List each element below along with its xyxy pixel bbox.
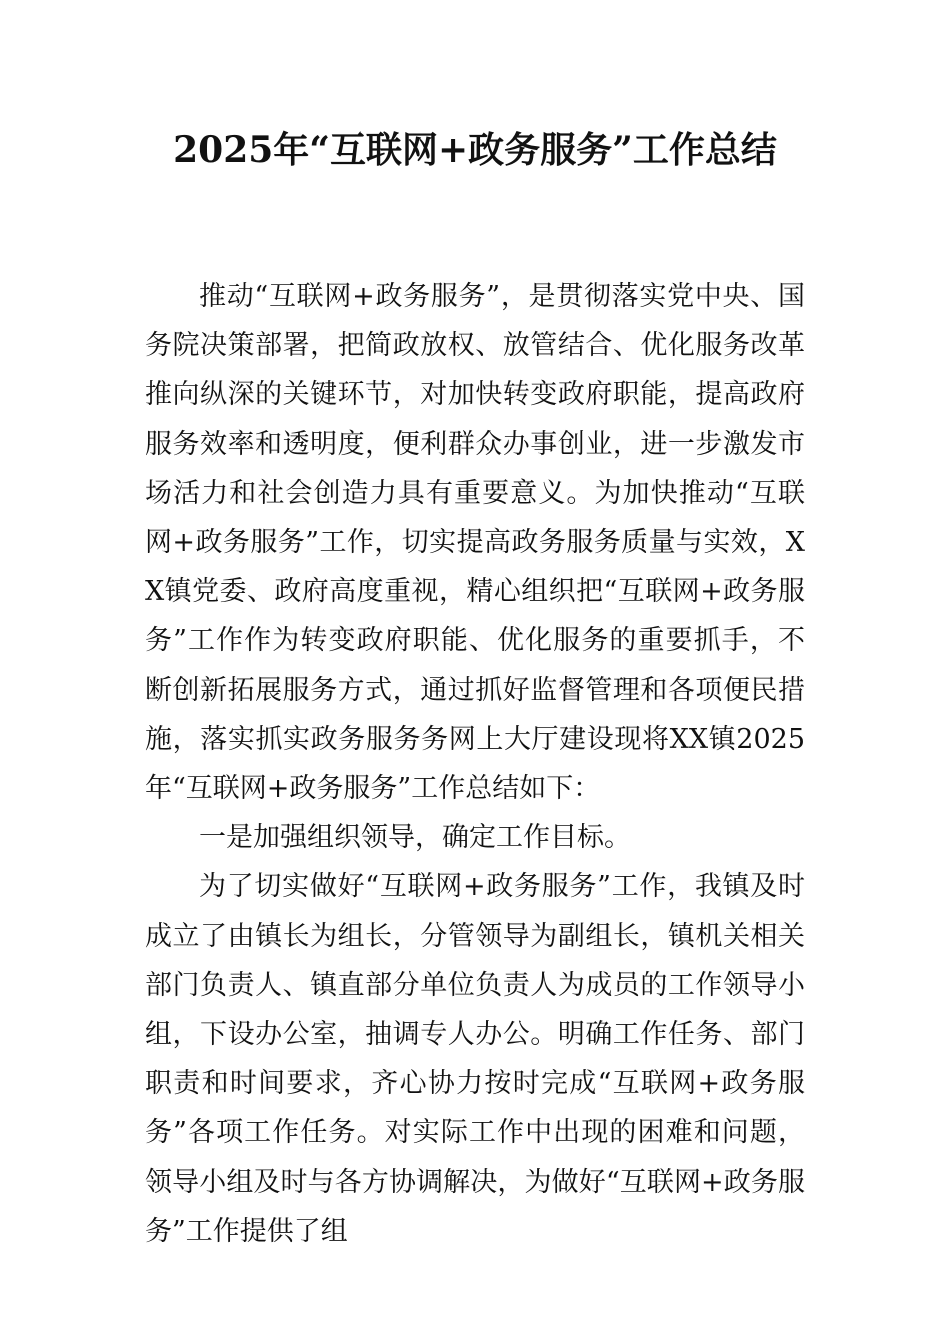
paragraph-section-1: 为了切实做好“互联网+政务服务”工作，我镇及时成立了由镇长为组长，分管领导为副组长，镇机关相关部门负责人、镇直部分单位负责人为成员的工作领导小组，下设办公室，抽调专人办公。明确工作任务、部门职责和时间要求，齐心协力按时完成“互联网+政务服务”各项工作任务。对实际工作中出现的困难和问题，领导小组及时与各方协调解决，为做好“互联网+政务服务”工作提供了组 <box>145 871 805 1247</box>
document-body <box>145 272 805 1256</box>
paragraph-heading-1: 一是加强组织领导，确定工作目标。 <box>199 822 631 854</box>
document-title: 2025年“互联网+政务服务”工作总结 <box>173 129 777 171</box>
paragraph-intro: 推动“互联网+政务服务”，是贯彻落实党中央、国务院决策部署，把简政放权、放管结合、优化服务改革推向纵深的关键环节，对加快转变政府职能，提高政府服务效率和透明度，便利群众办事创业，进一步激发市场活力和社会创造力具有重要意义。为加快推动“互联网+政务服务”工作，切实提高政务服务质量与实效，XX镇党委、政府高度重视，精心组织把“互联网+政务服务”工作作为转变政府职能、优化服务的重要抓手，不断创新拓展服务方式，通过抓好监督管理和各项便民措施，落实抓实政务服务务网上大厅建设现将XX镇2025年“互联网+政务服务”工作总结如下： <box>145 281 805 805</box>
